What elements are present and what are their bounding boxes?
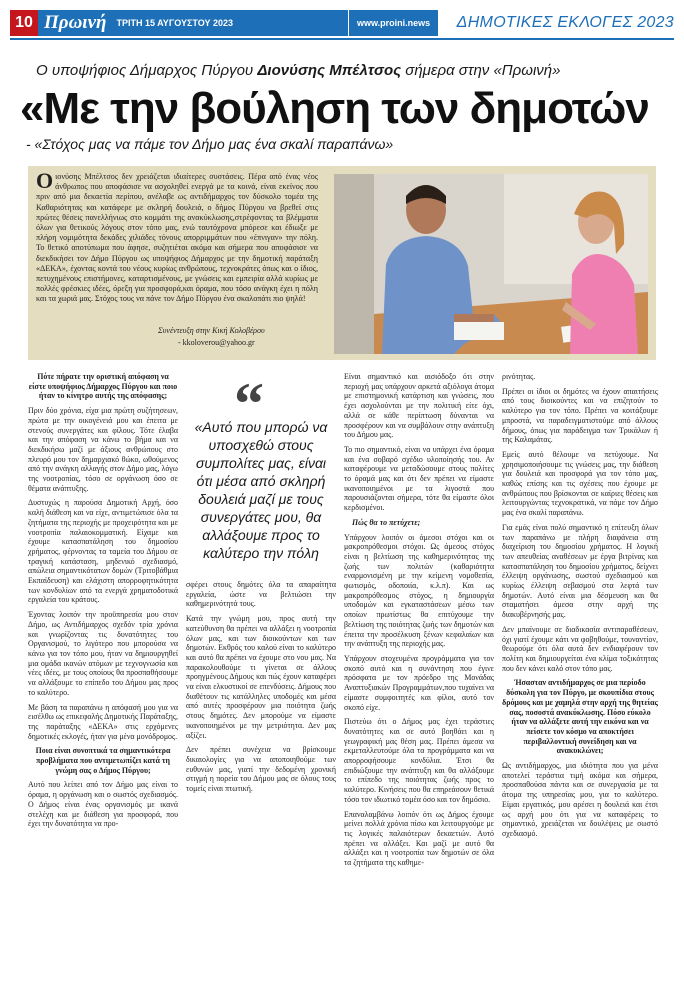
interview-photo (334, 174, 648, 354)
question-3: Πώς θα το πετύχετε; (352, 517, 421, 527)
pull-quote (186, 370, 336, 570)
kicker-name: Διονύσης Μπέλτσος (257, 62, 402, 79)
paragraph: Πρέπει οι ίδιοι οι δημότες να έχουν απαιτήσεις από τους διοικούντες και να επιζητούν το καλύτερο για τον τόπο. Πρέπει να κοιτάξουμε μπροστά, να παραδειγματιστούμε από άλλους δήμους, όπως για παράδειγμα των Τρικάλων ή της Καλαμάτας. (502, 386, 658, 445)
interview-credit: Συνέντευξη στην Κική Κολοβέρου (158, 326, 265, 335)
intro-text (36, 168, 318, 305)
paragraph: Το πιο σημαντικό, είναι να υπάρχει ένα όραμα και ένα σοβαρό σχέδιο υλοποίησής του. Αν καταφέρουμε να μεταδώσουμε στους πολίτες το όραμά μας και ότι δεν πρέπει να είμαστε ικανοποιημένοι με τα λιγοστά που παρουσιάζονται σήμερα, τότε θα είμαστε όλοι κερδισμένοι. (344, 444, 494, 513)
paragraph: Εμείς αυτό θέλουμε να πετύχουμε. Να χρησιμοποιήσουμε τις γνώσεις μας, την διάθεση για δουλειά και προσφορά για τον τόπο μας, καθώς επίσης και τις σχέσεις που έχουμε με ανθρώπους που βρίσκονται σε καίριες θέσεις και λειτουργώντας τεχνοκρατικά, να πάμε τον Δήμο μας ένα σκαλί παραπάνω. (502, 449, 658, 518)
paragraph: Δεν μπαίνουμε σε διαδικασία αντιπαραθέσεων, όχι γιατί έχουμε κάτι να φοβηθούμε, τουναντίον, θεωρούμε ότι όλα αυτά δεν ενδιαφέρουν τον πολίτη και δημιουργείται ένα κλίμα τοξικότητας που δεν κάνει καλό στον τόπο μας. (502, 624, 658, 673)
paragraph: Είναι σημαντικό και αισιόδοξο ότι στην περιοχή μας υπάρχουν αρκετά αξιόλογα άτομα με επιστημονική κατάρτιση και γνώσεις, που έχει ασχολούνται με την πολιτική είτε όχι, αλλά σε κάθε περίπτωση δύνανται να προσφέρουν και να συμβάλουν στην ανάπτυξη του Δήμου μας. (344, 372, 494, 440)
paragraph: Υπάρχουν λοιπόν οι άμεσοι στόχοι και οι μακροπρόθεσμοι στόχοι. Ως άμεσος στόχος είναι η βελτίωση της καθημερινότητας της ζωής των πολιτών (καθαριότητα εναρμονισμένη με την κείμενη νομοθεσία, φωτισμός, οδοποιία, κ.λ.π). Και ως μακροπρόθεσμος στόχος, η δημιουργία υποδομών και εγκαταστάσεων μέσω των οποίων πρωτίστως θα επιτύχουμε την βελτίωση της ποιότητας ζωής των δημοτών και έπειτα την προσέλκυση ξένων κεφαλαίων και την ανάπτυξη της περιοχής μας. (344, 532, 494, 649)
quote-mark-icon: “ (234, 371, 264, 437)
credit-email: - kkoloverou@yahoo.gr (178, 338, 255, 347)
paragraph: σφέρει στους δημότες όλα τα απαραίτητα εργαλεία, ώστε να βελτιώσει την καθημερινότητά τους. (186, 580, 336, 609)
article-column-4 (502, 372, 658, 844)
section-title: ΔΗΜΟΤΙΚΕΣ ΕΚΛΟΓΕΣ 2023 (456, 14, 674, 31)
drop-cap: Ο (36, 168, 54, 193)
article-column-1 (28, 372, 178, 834)
paragraph: ρινότητας. (502, 372, 536, 381)
brand-logo: Πρωινή (44, 12, 107, 33)
paragraph: Επαναλαμβάνω λοιπόν ότι ως Δήμος έχουμε μείνει πολλά χρόνια πίσω και λειτουργούμε με τις λογικές παλαιότερων δεκαετιών. Αυτό πρέπει να αλλάξει. Και μαζί με αυτό θα αλλάξει και η νοοτροπία των δημοτών σε όλα τα ζητήματα της καθημε- (344, 809, 494, 868)
paragraph: Αυτό που λείπει από τον Δήμο μας είναι το όραμα, η οργάνωση και ο σωστός σχεδιασμός. Ο Δήμος είναι ένας οργανισμός με ικανά στελέχη και με διάθεση για προσφορά, που έχει την δυνατότητα να προ- (28, 780, 178, 829)
paragraph: Για εμάς είναι πολύ σημαντικό η επίτευξη όλων των παραπάνω με πλήρη διαφάνεια στη διαχείριση του δημοσίου χρήματος. Η λογική των απευθείας αναθέσεων με έργα βιτρίνας και κατασπατάληση του δημοσίου χρήματος, δείχνει έλλειψη οργάνωσης, σωστού σχεδιασμού και κυρίως έλλειψη σεβασμού στα λεφτά των δημοτών. Αυτό είναι μια δέσμευση και θα σταματήσει άμεσα στην αρχή της διακυβέρνησής μας. (502, 522, 658, 620)
issue-date: ΤΡΙΤΗ 15 ΑΥΓΟΥΣΤΟΥ 2023 (116, 18, 233, 28)
kicker-post: σήμερα στην «Πρωινή» (401, 62, 561, 79)
intro-body: ιονύσης Μπέλτσος δεν χρειάζεται ιδιαίτερες συστάσεις. Πέρα από ένας νέος άνθρωπος που αποφάσισε να ασχοληθεί ενεργά με τα κοινά, είναι εκείνος που πριν από μια δεκαετία περίπου, ανέλαβε ως αντιδήμαρχος τον δύσκολο τομέα της Καθαριότητας και κατάφερε με σκληρή δουλειά, ο δήμος Πύργου να βρεθεί στις πρώτες θέσεις πανελλήνιως στο κομμάτι της ανακύκλωσης,στρέφοντας τα βλέμματα όλων για θετικούς λόγους στον τόπο μας, ενώ ταυτόχρονα μπόρεσε και έδιωξε με πλήρη νομιμότητα δεκάδες χιλιάδες τόνους απορριμμάτων που «έπνιγαν» την πόλη. Το θετικό αποτύπωμα που άφησε, συζητιέται ακόμα και σήμερα που αποφάσισε να διεκδικήσει τον Δήμο Πύργου ως υποψήφιος Δήμαρχος με την δημοτική παράταξη «ΔΕΚΑ», έχοντας κοντά του νέους κυρίως ανθρώπους, τεχνοκράτες όπως και ο ίδιος, πετυχημένους επιστήμονες, καταρτισμένους, με γνώσεις και εμπειρία αλλά κυρίως με πολλές φρέσκιες ιδέες, όρεξη για προσφορά,και όραμα, που τόσο ανάγκη έχει η πόλη και τα χωριά μας. Στόχος τους να πάνε τον Δήμο Πύργου ένα σκαλοπάτι πιο ψηλά! (36, 172, 318, 304)
paragraph: Με βάση τα παραπάνω η απόφασή μου για να εισέλθω ως επικεφαλής Δημοτικής Παράταξης, της παράταξης «ΔΕΚΑ» στις ερχόμενες δημοτικές εκλογές, ήταν για μένα μονόδρομος. (28, 702, 178, 741)
masthead-bar (38, 10, 348, 36)
intro-box (28, 166, 656, 360)
paragraph: Υπάρχουν στοχευμένα προγράμματα για τον σκοπό αυτό και η συνάντηση που έγινε πρόσφατα με τον πρόεδρο της Μονάδας Αναπτυξιακών Προγραμμάτων,που τυχαίνει να είμαστε συμφοιτητές και φίλοι, αυτό τον σκοπό είχε. (344, 653, 494, 712)
paragraph: Έχοντας λοιπόν την προϋπηρεσία μου στον Δήμο, ως Αντιδήμαρχος σχεδόν τρία χρόνια και γνωρίζοντας τις δυνατότητες του Οργανισμού, το λιγότερο που μπορούσα να κάνω για τον τόπο μου, ήταν να δημιουργηθεί μια ομάδα ικανών ατόμων με τεχνογνωσία και νέες ιδέες, με τους οποίους θα προσπαθήσουμε να αλλάξουμε το επίπεδο του Δήμου μας προς το καλύτερο. (28, 610, 178, 697)
subheadline: - «Στόχος μας να πάμε τον Δήμο μας ένα σκαλί παραπάνω» (26, 136, 394, 152)
page-number: 10 (10, 10, 38, 36)
paragraph: Πιστεύω ότι ο Δήμος μας έχει τεράστιες δυνατότητες και σε αυτό βοηθάει και η γεωγραφική μας θέση μας. Πρέπει άμεσα να εκμεταλλευτούμε όλα τα προγράμματα και να απορροφήσουμε κονδύλια. Έτσι θα επιδιώξουμε την ανάπτυξη και θα αλλάξουμε το επίπεδο της ποιότητας ζωής προς το καλύτερο. Κινήσεις που θα επηρεάσουν θετικά τόσο τον ιδιωτικό τομέα όσο και τον δημόσιο. (344, 717, 494, 804)
article-column-2 (186, 580, 336, 799)
kicker-pre: Ο υποψήφιος Δήμαρχος Πύργου (36, 62, 258, 79)
header-rule (10, 38, 674, 40)
photo-illustration (334, 174, 648, 354)
question-1: Πότε πήρατε την οριστική απόφαση να είστε υποψήφιος Δήμαρχος Πύργου και ποιο ήταν το κίνητρο αυτής της απόφασης; (28, 372, 178, 401)
article-column-3 (344, 372, 494, 873)
paragraph: Δεν πρέπει συνέχεια να βρίσκουμε δικαιολογίες για να αποποιηθούμε των ευθυνών μας, γιατί την δεδομένη χρονική στιγμή η πορεία του Δήμου μας σε όλους τους τομείς είναι πτωτική. (186, 745, 336, 794)
paragraph: Δυστυχώς η παρούσα Δημοτική Αρχή, όσο καλή διάθεση και να είχε, αντιμετώπισε όλα τα ζητήματα της περιοχής με προχειρότητα και με νοοτροπία παλαιοκομματική. Είχαμε και έχουμε κατασπατάληση του δημοσίου χρήματος, φέρνοντας τα ταμεία του Δήμου σε τραγική κατάσταση, μηδενικό σχεδιασμό, απώλεια σημαντικότατων δομών (Τριτοβάθμια Εκπαίδευση) και ελάχιστη απορροφητικότητα των κονδυλίων από τα ενεργά χρηματοδοτικά εργαλεία του κράτους. (28, 498, 178, 605)
question-4: Ήσασταν αντιδήμαρχος σε μια περίοδο δύσκολη για τον Πύργο, με σκουπίδια στους δρόμους και με χαμηλά στην αρχή της θητείας σας, ποσοστά ανακύκλωσης. Πόσο εύκολο ήταν να αλλάξετε αυτή την εικόνα και να πείσετε τον κόσμο να αποκτήσει περιβαλλοντική συνείδηση και να ανακυκλώνει; (502, 678, 658, 756)
site-link[interactable]: www.proini.news (348, 10, 438, 36)
kicker (36, 62, 656, 79)
page-header (10, 8, 674, 38)
paragraph: Πριν δύο χρόνια, είχα μια πρώτη συζήτησεων, πρώτα με την οικογένειά μου και έπειτα με στενούς συνεργάτες και φίλους. Τότε έλαβα και την απόφαση να κάνω το βήμα και να διεκδικήσω μαζί με άξιους ανθρώπους στο πλευρό μου τον δημαρχιακό θώκο, ωθούμενος από την ανάγκη αλλαγής στον Δήμο μας, λόγω της νοοτροπίας, τόσο σε οργάνωση όσο σε θέματα ανάπτυξης. (28, 406, 178, 493)
headline: «Με την βούληση των δημοτών (20, 84, 649, 133)
paragraph: Ως αντιδήμαρχος, μια ιδιότητα που για μένα αποτελεί τεράστια τιμή ακόμα και σήμερα, προσπαθούσα πάντα και σε συνεργασία με τα άτομα της υπηρεσίας μου, για το καλύτερο. Είμαι εργατικός, μου αρέσει η δουλειά και έτσι ως αρχή μου ότι για να καταφέρεις το σημαντικό, χρειάζεται να δουλέψεις με σωστό σχεδιασμό. (502, 761, 658, 838)
pull-quote-text: «Αυτό που μπορώ να υποσχεθώ στους συμπολίτες μας, είναι ότι μέσα από σκληρή δουλειά μαζί με τους συνεργάτες μου, θα αλλάξουμε προς το καλύτερο την πόλη (194, 419, 328, 561)
question-2: Ποια είναι συνοπτικά τα σημαντικότερα προβλήματα που αντιμετωπίζει κατά τη γνώμη σας ο Δήμος Πύργου; (35, 746, 171, 775)
paragraph: Κατά την γνώμη μου, προς αυτή την κατεύθυνση θα πρέπει να αλλάξει η νοοτροπία όλων μας, και των διοικούντων και των δημοτών. Εκθρός του καλού είναι το καλύτερο και αυτό θα πρέπει να έχουμε στο νου μας. Να παρακολουθούμε τι γίνεται σε άλλους προηγμένους Δήμους και πώς έχουν καταφέρει να είναι ελκυστικοί σε επενδύσεις. Δήμους που διαθέτουν τις κατάλληλες υποδομές και μέσα από αυτές προσφέρουν μια ποιότητα ζωής στους δημότες. Δεν μπορούμε να είμαστε ικανοποιημένοι με την μετριότητα. Δεν μας αξίζει. (186, 614, 336, 740)
